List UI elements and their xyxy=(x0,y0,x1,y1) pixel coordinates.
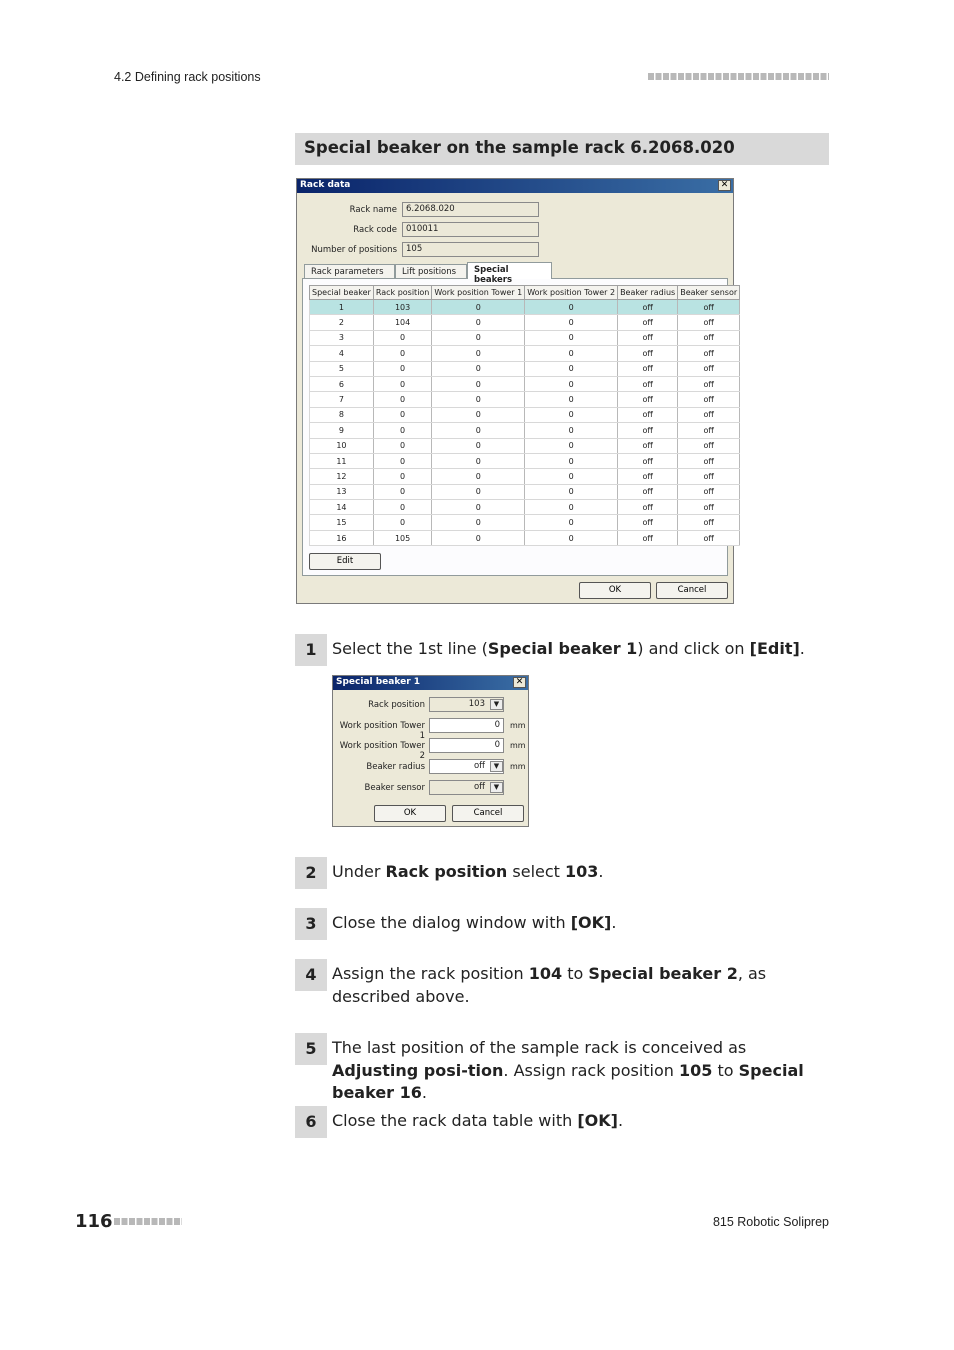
page-number: 116 xyxy=(75,1211,113,1232)
step-number: 1 xyxy=(295,634,327,666)
cell: off xyxy=(618,469,678,484)
cell: off xyxy=(678,469,740,484)
cell: 0 xyxy=(432,453,525,468)
cell: 1 xyxy=(310,300,374,315)
cell: 0 xyxy=(525,392,618,407)
cell: 0 xyxy=(432,392,525,407)
table-row[interactable] xyxy=(310,530,740,545)
edit-button[interactable]: Edit xyxy=(309,553,381,570)
chevron-down-icon[interactable]: ▼ xyxy=(490,782,503,793)
emphasis: [Edit] xyxy=(749,639,800,658)
cell: off xyxy=(618,423,678,438)
chevron-down-icon[interactable]: ▼ xyxy=(490,699,503,710)
cell: off xyxy=(678,423,740,438)
section-title: Special beaker on the sample rack 6.2068.020 xyxy=(304,138,735,157)
work-position-tower-1-label: Work position Tower 1 xyxy=(339,721,425,741)
product-name: 815 Robotic Soliprep xyxy=(712,1215,829,1229)
cell: 0 xyxy=(432,346,525,361)
cell: off xyxy=(618,438,678,453)
text: The last position of the sample rack is conceived as xyxy=(332,1038,747,1057)
col-beaker-sensor[interactable]: Beaker sensor xyxy=(678,286,740,300)
cell: 14 xyxy=(310,500,374,515)
step-text xyxy=(332,912,829,935)
cell: 6 xyxy=(310,376,374,391)
table-row[interactable] xyxy=(310,484,740,499)
step-number: 4 xyxy=(295,959,327,991)
cell: off xyxy=(678,361,740,376)
table-body xyxy=(310,300,740,546)
emphasis: Rack position xyxy=(385,862,508,881)
cell: 0 xyxy=(525,300,618,315)
cell: 0 xyxy=(373,392,432,407)
cell: 0 xyxy=(432,438,525,453)
beaker-sensor-select[interactable]: off xyxy=(429,780,504,795)
cell: 0 xyxy=(525,376,618,391)
emphasis: 105 xyxy=(679,1060,713,1080)
text: ) and click on xyxy=(637,639,750,658)
emphasis: 103 xyxy=(565,862,599,881)
cell: 10 xyxy=(310,438,374,453)
cell: 0 xyxy=(373,423,432,438)
cell: 0 xyxy=(432,530,525,545)
cell: off xyxy=(678,407,740,422)
table-row[interactable] xyxy=(310,330,740,345)
rack-dialog-title: Rack data xyxy=(300,180,351,190)
cell: off xyxy=(678,300,740,315)
text: select xyxy=(507,862,566,881)
cell: off xyxy=(678,376,740,391)
emphasis: Special beaker 16 xyxy=(332,1060,804,1102)
text: . xyxy=(598,862,604,881)
work-position-tower-1-field[interactable]: 0 xyxy=(429,718,504,733)
beaker-cancel-button[interactable]: Cancel xyxy=(452,805,524,822)
cell: 0 xyxy=(373,453,432,468)
unit-label: mm xyxy=(510,741,526,750)
cell: 0 xyxy=(373,361,432,376)
step-number: 2 xyxy=(295,857,327,889)
cell: 12 xyxy=(310,469,374,484)
cell: 0 xyxy=(432,515,525,530)
beaker-dialog-title: Special beaker 1 xyxy=(336,677,421,687)
cell: off xyxy=(618,392,678,407)
cell: off xyxy=(618,515,678,530)
cell: 104 xyxy=(373,315,432,330)
cell: 0 xyxy=(432,330,525,345)
text: Assign the rack position xyxy=(332,964,529,983)
cell: off xyxy=(618,530,678,545)
cell: 0 xyxy=(373,438,432,453)
emphasis: [OK] xyxy=(570,913,612,932)
beaker-radius-select[interactable]: off xyxy=(429,759,504,774)
cell: off xyxy=(618,346,678,361)
col-work-position-tower-1[interactable]: Work position Tower 1 xyxy=(432,286,525,300)
rack-name-field[interactable]: 6.2068.020 xyxy=(402,202,539,217)
running-header-section: 4.2 Defining rack positions xyxy=(114,70,261,84)
cell: 15 xyxy=(310,515,374,530)
rack-ok-button[interactable]: OK xyxy=(579,582,651,599)
header-decoration xyxy=(648,73,829,80)
cell: 0 xyxy=(432,484,525,499)
special-beaker-dialog xyxy=(332,675,529,827)
beaker-radius-label: Beaker radius xyxy=(366,762,425,772)
table-row[interactable] xyxy=(310,453,740,468)
emphasis: 104 xyxy=(528,964,563,983)
close-icon[interactable]: ✕ xyxy=(718,180,731,191)
cell: off xyxy=(678,484,740,499)
cell: 0 xyxy=(432,300,525,315)
cell: 0 xyxy=(525,346,618,361)
cell: 0 xyxy=(525,361,618,376)
text: . xyxy=(421,1083,427,1102)
cell: off xyxy=(618,484,678,499)
text: . xyxy=(611,913,617,932)
work-position-tower-2-label: Work position Tower 2 xyxy=(339,741,425,761)
step-text xyxy=(332,638,829,661)
step-text xyxy=(332,963,812,1008)
cell: 0 xyxy=(373,469,432,484)
rack-name-label: Rack name xyxy=(349,205,397,215)
cell: 16 xyxy=(310,530,374,545)
cell: 9 xyxy=(310,423,374,438)
beaker-ok-button[interactable]: OK xyxy=(374,805,446,822)
cell: 0 xyxy=(432,407,525,422)
cell: off xyxy=(678,346,740,361)
rack-cancel-button[interactable]: Cancel xyxy=(656,582,728,599)
cell: off xyxy=(678,438,740,453)
cell: 3 xyxy=(310,330,374,345)
table-row[interactable] xyxy=(310,407,740,422)
cell: 8 xyxy=(310,407,374,422)
number-of-positions-label: Number of positions xyxy=(311,245,397,255)
footer-decoration xyxy=(114,1218,182,1225)
table-row[interactable] xyxy=(310,423,740,438)
cell: 0 xyxy=(373,484,432,499)
text: . xyxy=(799,639,805,658)
step-number: 3 xyxy=(295,908,327,940)
cell: 0 xyxy=(525,438,618,453)
table-row[interactable] xyxy=(310,515,740,530)
cell: off xyxy=(618,500,678,515)
emphasis: [OK] xyxy=(577,1111,618,1130)
unit-label: mm xyxy=(510,762,526,771)
cell: 105 xyxy=(373,530,432,545)
cell: 2 xyxy=(310,315,374,330)
table-row[interactable] xyxy=(310,300,740,315)
step-text xyxy=(332,1110,829,1133)
text: . xyxy=(617,1111,624,1130)
cell: 0 xyxy=(432,376,525,391)
text: Close the dialog window with xyxy=(332,913,571,932)
cell: 4 xyxy=(310,346,374,361)
table-header-row xyxy=(310,286,740,300)
cell: 0 xyxy=(525,315,618,330)
cell: off xyxy=(618,376,678,391)
cell: 0 xyxy=(432,469,525,484)
cell: off xyxy=(678,330,740,345)
table-row[interactable] xyxy=(310,392,740,407)
cell: off xyxy=(618,407,678,422)
emphasis: Adjusting posi-tion xyxy=(332,1060,504,1080)
cell: 103 xyxy=(373,300,432,315)
cell: 0 xyxy=(525,407,618,422)
tab-lift-positions[interactable]: Lift positions xyxy=(395,264,467,279)
rack-code-label: Rack code xyxy=(353,225,397,235)
chevron-down-icon[interactable]: ▼ xyxy=(490,761,503,772)
cell: 0 xyxy=(432,361,525,376)
cell: 5 xyxy=(310,361,374,376)
cell: off xyxy=(678,315,740,330)
tab-rack-parameters[interactable]: Rack parameters xyxy=(304,264,395,279)
cell: 0 xyxy=(373,407,432,422)
tab-special-beakers[interactable]: Special beakers xyxy=(467,262,552,279)
text: Select the 1st line ( xyxy=(332,639,488,658)
text: , as described above. xyxy=(332,964,767,1006)
cell: 0 xyxy=(373,376,432,391)
cell: off xyxy=(618,453,678,468)
text: Under xyxy=(332,862,386,881)
cell: off xyxy=(618,330,678,345)
text: . Assign rack position xyxy=(503,1060,679,1080)
table-row[interactable] xyxy=(310,500,740,515)
table-row[interactable] xyxy=(310,438,740,453)
step-number: 5 xyxy=(295,1033,327,1065)
cell: off xyxy=(678,515,740,530)
col-work-position-tower-2[interactable]: Work position Tower 2 xyxy=(525,286,618,300)
cell: off xyxy=(678,453,740,468)
rack-data-dialog xyxy=(296,178,738,604)
text: Close the rack data table with xyxy=(332,1111,578,1130)
cell: 7 xyxy=(310,392,374,407)
cell: 0 xyxy=(373,515,432,530)
cell: 0 xyxy=(525,423,618,438)
cell: off xyxy=(618,361,678,376)
cell: 0 xyxy=(373,330,432,345)
cell: 0 xyxy=(525,515,618,530)
cell: 0 xyxy=(373,500,432,515)
cell: 13 xyxy=(310,484,374,499)
special-beakers-panel xyxy=(302,278,738,576)
table-row[interactable] xyxy=(310,346,740,361)
beaker-dialog-titlebar xyxy=(333,676,528,690)
beaker-sensor-label: Beaker sensor xyxy=(364,783,425,793)
text: to xyxy=(712,1060,739,1080)
cell: 0 xyxy=(432,315,525,330)
cell: 0 xyxy=(525,530,618,545)
work-position-tower-2-field[interactable]: 0 xyxy=(429,738,504,753)
cell: 0 xyxy=(525,330,618,345)
rack-position-label: Rack position xyxy=(368,700,425,710)
cell: 0 xyxy=(525,500,618,515)
cell: 0 xyxy=(525,453,618,468)
emphasis: Special beaker 2 xyxy=(588,964,738,983)
cell: 0 xyxy=(432,500,525,515)
cell: 0 xyxy=(373,346,432,361)
cell: off xyxy=(678,500,740,515)
emphasis: Special beaker 1 xyxy=(487,639,638,658)
number-of-positions-field[interactable]: 105 xyxy=(402,242,539,257)
cell: 11 xyxy=(310,453,374,468)
step-text xyxy=(332,861,829,884)
table-row[interactable] xyxy=(310,469,740,484)
section-heading xyxy=(295,133,829,165)
close-icon[interactable]: ✕ xyxy=(513,677,526,688)
cell: off xyxy=(618,315,678,330)
cell: 0 xyxy=(525,484,618,499)
text: to xyxy=(562,964,589,983)
special-beakers-table xyxy=(309,285,740,546)
col-special-beaker[interactable]: Special beaker xyxy=(310,286,374,300)
cell: off xyxy=(618,300,678,315)
col-rack-position[interactable]: Rack position xyxy=(373,286,432,300)
table-row[interactable] xyxy=(310,315,740,330)
col-beaker-radius[interactable]: Beaker radius xyxy=(618,286,678,300)
table-row[interactable] xyxy=(310,361,740,376)
step-text xyxy=(332,1037,827,1105)
rack-position-select[interactable]: 103 xyxy=(429,697,504,712)
unit-label: mm xyxy=(510,721,526,730)
rack-code-field[interactable]: 010011 xyxy=(402,222,539,237)
rack-dialog-titlebar xyxy=(297,179,733,193)
table-row[interactable] xyxy=(310,376,740,391)
step-number: 6 xyxy=(295,1106,327,1138)
cell: 0 xyxy=(525,469,618,484)
cell: off xyxy=(678,392,740,407)
cell: off xyxy=(678,530,740,545)
cell: 0 xyxy=(432,423,525,438)
